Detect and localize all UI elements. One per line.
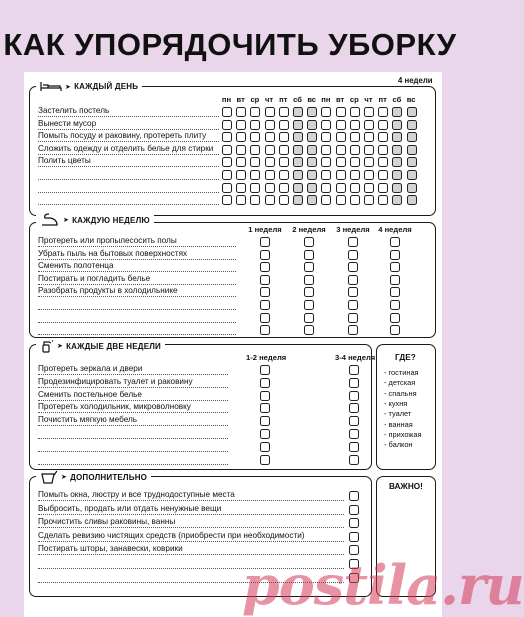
period-header: 3-4 неделя — [335, 353, 376, 362]
day-checkbox[interactable] — [350, 183, 360, 193]
task-label: Сменить постельное белье — [38, 389, 142, 399]
task-rule — [38, 412, 228, 413]
task-rule — [38, 464, 228, 465]
week-checkbox[interactable] — [348, 325, 358, 335]
day-checkbox[interactable] — [392, 120, 402, 130]
day-checkbox[interactable] — [364, 145, 374, 155]
week-checkbox[interactable] — [304, 325, 314, 335]
task-rule — [38, 166, 219, 167]
week-checkbox[interactable] — [390, 287, 400, 297]
day-checkbox[interactable] — [307, 132, 317, 142]
week-checkbox[interactable] — [260, 287, 270, 297]
period-checkbox[interactable] — [349, 416, 359, 426]
day-checkbox[interactable] — [279, 157, 289, 167]
day-checkbox[interactable] — [279, 183, 289, 193]
day-header: вс — [406, 95, 416, 104]
day-checkbox[interactable] — [321, 132, 331, 142]
task-rule — [38, 527, 344, 528]
daily-heading-text: КАЖДЫЙ ДЕНЬ — [74, 82, 139, 91]
day-checkbox[interactable] — [350, 157, 360, 167]
week-header: 4 неделя — [378, 225, 412, 234]
day-checkbox[interactable] — [364, 157, 374, 167]
period-checkbox[interactable] — [349, 403, 359, 413]
week-checkbox[interactable] — [260, 313, 270, 323]
day-checkbox[interactable] — [321, 120, 331, 130]
day-checkbox[interactable] — [222, 145, 232, 155]
daily-heading — [36, 81, 142, 92]
day-checkbox[interactable] — [321, 145, 331, 155]
week-checkbox[interactable] — [348, 275, 358, 285]
day-checkbox[interactable] — [364, 107, 374, 117]
task-rule — [38, 500, 344, 501]
day-checkbox[interactable] — [236, 107, 246, 117]
task-label: Выбросить, продать или отдать ненужные вещи — [38, 503, 222, 513]
day-checkbox[interactable] — [350, 145, 360, 155]
bed-icon — [40, 81, 62, 92]
weekly-heading-text: КАЖДУЮ НЕДЕЛЮ — [72, 215, 150, 225]
week-checkbox[interactable] — [304, 262, 314, 272]
day-checkbox[interactable] — [392, 195, 402, 205]
week-checkbox[interactable] — [260, 325, 270, 335]
day-checkbox[interactable] — [307, 157, 317, 167]
extra-checkbox[interactable] — [349, 505, 359, 515]
day-checkbox[interactable] — [336, 183, 346, 193]
week-checkbox[interactable] — [348, 237, 358, 247]
arrow-icon: ➤ — [63, 217, 70, 224]
week-checkbox[interactable] — [260, 300, 270, 310]
task-label: Постирать и погладить белье — [38, 273, 151, 283]
day-header: ср — [349, 95, 359, 104]
week-header: 2 неделя — [292, 225, 326, 234]
day-checkbox[interactable] — [236, 195, 246, 205]
day-checkbox[interactable] — [236, 120, 246, 130]
day-checkbox[interactable] — [350, 120, 360, 130]
day-checkbox[interactable] — [250, 107, 260, 117]
day-checkbox[interactable] — [407, 145, 417, 155]
period-checkbox[interactable] — [349, 442, 359, 452]
task-rule — [38, 179, 219, 180]
extra-heading-text: ДОПОЛНИТЕЛЬНО — [70, 472, 148, 482]
task-label: Продезинфицировать туалет и раковину — [38, 376, 193, 386]
day-checkbox[interactable] — [236, 145, 246, 155]
day-header: ср — [250, 95, 260, 104]
day-checkbox[interactable] — [336, 170, 346, 180]
week-checkbox[interactable] — [304, 275, 314, 285]
period-checkbox[interactable] — [349, 391, 359, 401]
day-checkbox[interactable] — [350, 195, 360, 205]
task-label: Почистить мягкую мебель — [38, 415, 138, 425]
day-header: сб — [392, 95, 402, 104]
day-checkbox[interactable] — [392, 183, 402, 193]
day-checkbox[interactable] — [307, 183, 317, 193]
day-checkbox[interactable] — [265, 170, 275, 180]
task-rule — [38, 334, 236, 335]
day-checkbox[interactable] — [293, 183, 303, 193]
task-rule — [38, 259, 236, 260]
week-checkbox[interactable] — [348, 262, 358, 272]
period-header: 1-2 неделя — [246, 353, 287, 362]
day-checkbox[interactable] — [307, 170, 317, 180]
day-header: чт — [265, 95, 274, 104]
day-checkbox[interactable] — [336, 145, 346, 155]
arrow-icon: ➤ — [65, 83, 72, 91]
task-rule — [38, 116, 219, 117]
day-checkbox[interactable] — [265, 145, 275, 155]
where-title: ГДЕ? — [395, 353, 416, 362]
iron-icon — [40, 213, 60, 227]
biweekly-heading — [36, 339, 165, 353]
day-checkbox[interactable] — [407, 107, 417, 117]
bucket-icon — [40, 470, 58, 484]
arrow-icon: ➤ — [57, 343, 64, 350]
week-header: 3 неделя — [336, 225, 370, 234]
day-checkbox[interactable] — [307, 195, 317, 205]
room-item: - спальня — [384, 388, 417, 398]
day-checkbox[interactable] — [222, 157, 232, 167]
extra-checkbox[interactable] — [349, 491, 359, 501]
task-rule — [38, 204, 219, 205]
weeks-label: 4 недели — [398, 76, 433, 85]
day-checkbox[interactable] — [336, 157, 346, 167]
day-header: вт — [335, 95, 345, 104]
task-rule — [38, 129, 219, 130]
week-checkbox[interactable] — [348, 250, 358, 260]
task-rule — [38, 400, 228, 401]
task-rule — [38, 387, 228, 388]
week-checkbox[interactable] — [390, 325, 400, 335]
week-checkbox[interactable] — [348, 313, 358, 323]
day-checkbox[interactable] — [279, 145, 289, 155]
day-checkbox[interactable] — [378, 107, 388, 117]
period-checkbox[interactable] — [260, 429, 270, 439]
day-checkbox[interactable] — [265, 107, 275, 117]
period-checkbox[interactable] — [349, 365, 359, 375]
day-checkbox[interactable] — [293, 157, 303, 167]
day-checkbox[interactable] — [236, 170, 246, 180]
task-label: Сложить одежду и отделить белье для стирки — [38, 143, 214, 153]
day-checkbox[interactable] — [350, 132, 360, 142]
day-checkbox[interactable] — [250, 120, 260, 130]
day-checkbox[interactable] — [321, 107, 331, 117]
task-rule — [38, 541, 344, 542]
day-checkbox[interactable] — [279, 132, 289, 142]
day-checkbox[interactable] — [236, 183, 246, 193]
task-label: Убрать пыль на бытовых поверхностях — [38, 248, 188, 258]
day-checkbox[interactable] — [407, 195, 417, 205]
task-rule — [38, 451, 228, 452]
day-checkbox[interactable] — [307, 107, 317, 117]
day-checkbox[interactable] — [407, 120, 417, 130]
week-checkbox[interactable] — [260, 262, 270, 272]
day-checkbox[interactable] — [236, 157, 246, 167]
task-rule — [38, 141, 219, 142]
day-checkbox[interactable] — [321, 157, 331, 167]
week-checkbox[interactable] — [390, 237, 400, 247]
task-label: Разобрать продукты в холодильнике — [38, 286, 178, 296]
day-checkbox[interactable] — [392, 145, 402, 155]
day-checkbox[interactable] — [336, 132, 346, 142]
day-checkbox[interactable] — [392, 170, 402, 180]
day-checkbox[interactable] — [378, 145, 388, 155]
day-checkbox[interactable] — [321, 170, 331, 180]
day-checkbox[interactable] — [378, 120, 388, 130]
day-checkbox[interactable] — [279, 195, 289, 205]
period-checkbox[interactable] — [260, 455, 270, 465]
day-checkbox[interactable] — [307, 120, 317, 130]
extra-checkbox[interactable] — [349, 518, 359, 528]
extra-heading — [36, 470, 151, 484]
period-checkbox[interactable] — [260, 416, 270, 426]
task-rule — [38, 514, 344, 515]
day-checkbox[interactable] — [265, 183, 275, 193]
week-checkbox[interactable] — [304, 250, 314, 260]
period-checkbox[interactable] — [260, 365, 270, 375]
day-checkbox[interactable] — [265, 132, 275, 142]
biweekly-heading-text: КАЖДЫЕ ДВЕ НЕДЕЛИ — [66, 341, 162, 351]
room-item: - кухня — [384, 398, 408, 408]
task-label: Вынести мусор — [38, 118, 97, 128]
task-rule — [38, 271, 236, 272]
task-label: Протереть или пропылесосить полы — [38, 236, 177, 245]
day-checkbox[interactable] — [293, 107, 303, 117]
period-checkbox[interactable] — [260, 391, 270, 401]
day-header: вс — [307, 95, 317, 104]
day-checkbox[interactable] — [265, 157, 275, 167]
room-item: - ванная — [384, 419, 413, 429]
week-checkbox[interactable] — [304, 237, 314, 247]
day-checkbox[interactable] — [293, 120, 303, 130]
week-checkbox[interactable] — [390, 313, 400, 323]
task-rule — [38, 296, 236, 297]
week-checkbox[interactable] — [260, 237, 270, 247]
day-checkbox[interactable] — [293, 132, 303, 142]
day-checkbox[interactable] — [378, 195, 388, 205]
task-rule — [38, 438, 228, 439]
day-header: пн — [221, 95, 232, 104]
week-checkbox[interactable] — [304, 313, 314, 323]
day-checkbox[interactable] — [279, 107, 289, 117]
week-checkbox[interactable] — [390, 275, 400, 285]
task-label: Застелить постель — [38, 106, 110, 115]
arrow-icon: ➤ — [61, 474, 68, 481]
period-checkbox[interactable] — [349, 378, 359, 388]
week-checkbox[interactable] — [260, 250, 270, 260]
day-header: пт — [279, 95, 288, 104]
week-checkbox[interactable] — [390, 300, 400, 310]
day-checkbox[interactable] — [279, 120, 289, 130]
day-checkbox[interactable] — [293, 145, 303, 155]
week-header: 1 неделя — [248, 225, 282, 234]
day-header: пт — [378, 95, 387, 104]
weekly-heading — [36, 213, 154, 227]
room-item: - туалет — [384, 409, 412, 419]
task-rule — [38, 192, 219, 193]
week-checkbox[interactable] — [304, 287, 314, 297]
task-label: Помыть посуду и раковину, протереть плиту — [38, 131, 207, 141]
day-checkbox[interactable] — [222, 107, 232, 117]
day-checkbox[interactable] — [364, 132, 374, 142]
day-checkbox[interactable] — [364, 195, 374, 205]
day-checkbox[interactable] — [265, 120, 275, 130]
day-checkbox[interactable] — [307, 145, 317, 155]
day-checkbox[interactable] — [378, 183, 388, 193]
task-label: Протереть зеркала и двери — [38, 364, 143, 373]
checklist-sheet — [24, 72, 442, 617]
period-checkbox[interactable] — [260, 442, 270, 452]
task-rule — [38, 425, 228, 426]
room-item: - гостиная — [384, 368, 419, 377]
task-rule — [38, 322, 236, 323]
task-label: Полить цветы — [38, 156, 91, 166]
day-checkbox[interactable] — [222, 120, 232, 130]
day-header: пн — [321, 95, 331, 104]
day-checkbox[interactable] — [222, 195, 232, 205]
week-checkbox[interactable] — [348, 300, 358, 310]
period-checkbox[interactable] — [349, 429, 359, 439]
important-title: ВАЖНО! — [389, 482, 423, 491]
day-checkbox[interactable] — [250, 132, 260, 142]
day-checkbox[interactable] — [336, 195, 346, 205]
day-checkbox[interactable] — [350, 170, 360, 180]
day-checkbox[interactable] — [378, 170, 388, 180]
page-title: КАК УПОРЯДОЧИТЬ УБОРКУ — [3, 27, 457, 62]
spray-icon — [40, 339, 54, 353]
day-checkbox[interactable] — [265, 195, 275, 205]
task-label: Сделать ревизию чистящих средств (приобрести при необходимости) — [38, 530, 305, 540]
day-checkbox[interactable] — [392, 157, 402, 167]
day-header: чт — [364, 95, 373, 104]
day-checkbox[interactable] — [321, 183, 331, 193]
day-checkbox[interactable] — [364, 170, 374, 180]
period-checkbox[interactable] — [349, 455, 359, 465]
day-checkbox[interactable] — [236, 132, 246, 142]
day-checkbox[interactable] — [407, 183, 417, 193]
task-rule — [38, 374, 228, 375]
day-checkbox[interactable] — [407, 170, 417, 180]
day-header: вт — [236, 95, 245, 104]
week-checkbox[interactable] — [304, 300, 314, 310]
day-checkbox[interactable] — [336, 120, 346, 130]
task-rule — [38, 309, 236, 310]
day-checkbox[interactable] — [250, 157, 260, 167]
extra-checkbox[interactable] — [349, 532, 359, 542]
day-checkbox[interactable] — [293, 170, 303, 180]
task-label: Прочистить сливы раковины, ванны — [38, 517, 176, 527]
day-checkbox[interactable] — [392, 107, 402, 117]
period-checkbox[interactable] — [260, 378, 270, 388]
day-header: сб — [293, 95, 302, 104]
task-label: Сменить полотенца — [38, 261, 114, 271]
watermark: postila.ru — [242, 553, 524, 617]
day-checkbox[interactable] — [250, 183, 260, 193]
task-rule — [38, 284, 236, 285]
period-checkbox[interactable] — [260, 403, 270, 413]
room-item: - балкон — [384, 440, 413, 450]
task-rule — [38, 154, 219, 155]
task-label: Постирать шторы, занавески, коврики — [38, 544, 183, 554]
room-item: - прихожая — [384, 429, 422, 439]
day-checkbox[interactable] — [250, 195, 260, 205]
day-checkbox[interactable] — [407, 132, 417, 142]
week-checkbox[interactable] — [390, 250, 400, 260]
day-checkbox[interactable] — [364, 183, 374, 193]
task-rule — [38, 246, 236, 247]
day-checkbox[interactable] — [222, 183, 232, 193]
week-checkbox[interactable] — [260, 275, 270, 285]
day-checkbox[interactable] — [350, 107, 360, 117]
day-checkbox[interactable] — [222, 132, 232, 142]
day-checkbox[interactable] — [336, 107, 346, 117]
day-checkbox[interactable] — [378, 132, 388, 142]
week-checkbox[interactable] — [390, 262, 400, 272]
day-checkbox[interactable] — [293, 195, 303, 205]
task-label: Помыть окна, люстру и все труднодоступные места — [38, 490, 235, 499]
day-checkbox[interactable] — [364, 120, 374, 130]
day-checkbox[interactable] — [279, 170, 289, 180]
room-item: - детская — [384, 378, 416, 388]
day-checkbox[interactable] — [250, 145, 260, 155]
day-checkbox[interactable] — [407, 157, 417, 167]
day-checkbox[interactable] — [392, 132, 402, 142]
task-label: Протереть холодильник, микроволновку — [38, 402, 191, 412]
day-checkbox[interactable] — [250, 170, 260, 180]
day-checkbox[interactable] — [321, 195, 331, 205]
week-checkbox[interactable] — [348, 287, 358, 297]
day-checkbox[interactable] — [378, 157, 388, 167]
day-checkbox[interactable] — [222, 170, 232, 180]
